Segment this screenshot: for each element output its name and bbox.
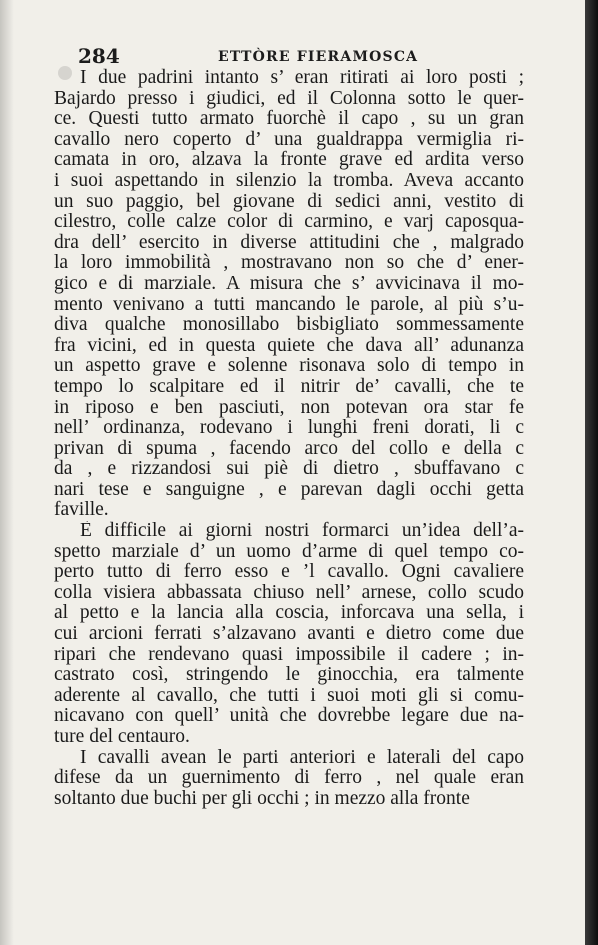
book-title: ETTÒRE FIERAMOSCA: [218, 49, 419, 65]
text-line: È difficile ai giorni nostri formarci un’idea dell’a-: [80, 521, 524, 542]
text-line: I due padrini intanto s’ eran ritirati ai loro posti ;: [80, 68, 524, 88]
text-line: ture del centauro.: [54, 727, 190, 747]
running-head: [78, 44, 518, 68]
text-line: cavallo nero coperto d’ una gualdrappa vermiglia ri-: [54, 129, 524, 150]
page-edge: [585, 0, 598, 945]
text-line: I cavalli avean le parti anteriori e laterali del capo: [80, 747, 524, 768]
text-line: nari tese e sanguigne , e parevan dagli occhi getta: [54, 479, 524, 500]
text-line: mento venivano a tutti mancando le parole, al più s’u-: [54, 294, 524, 315]
ink-smudge: [58, 66, 72, 80]
text-line: perto tutto di ferro esso e ’l cavallo. Ogni cavaliere: [54, 562, 524, 583]
text-line: difese da un guernimento di ferro , nel quale eran: [54, 768, 524, 789]
text-line: privan di spuma , facendo arco del collo e della c: [54, 438, 524, 459]
text-line: da , e rizzandosi sui piè di dietro , sbuffavano c: [54, 459, 524, 480]
text-line: aderente al cavallo, che tutti i suoi moti gli si comu-: [54, 685, 524, 706]
text-line: nell’ ordinanza, rodevano i lunghi freni dorati, li c: [54, 418, 524, 439]
text-line: colla visiera abbassata chiuso nell’ arnese, collo scudo: [54, 582, 524, 603]
text-line: gico e di marziale. A misura che s’ avvicinava il mo-: [54, 273, 524, 294]
text-line: nicavano con quell’ unità che dovrebbe legare due na-: [54, 706, 524, 727]
text-line: faville.: [54, 500, 109, 521]
text-line: cui arcioni ferrati s’alzavano avanti e dietro come due: [54, 624, 524, 645]
text-line: tempo lo scalpitare ed il nitrir de’ cavalli, che te: [54, 376, 524, 397]
gutter-shadow: [0, 0, 14, 945]
text-line: Bajardo presso i giudici, ed il Colonna sotto le quer-: [54, 88, 524, 109]
text-line: la loro immobilità , mostravano non so che d’ ener-: [54, 253, 524, 274]
page-number: 284: [78, 44, 120, 68]
text-line: un suo paggio, bel giovane di sedici anni, vestito di: [54, 191, 524, 212]
text-line: dra dell’ esercito in diverse attitudini che , malgrado: [54, 232, 524, 253]
text-line: i suoi aspettando in silenzio la tromba. Aveva accanto: [54, 170, 524, 191]
text-line: ripari che rendevano quasi impossibile il cadere ; in-: [54, 644, 524, 665]
text-line: in riposo e ben pasciuti, non potevan ora star fe: [54, 397, 524, 418]
text-line: cilestro, colle calze color di carmino, e varj caposqua-: [54, 212, 524, 233]
text-line: spetto marziale d’ un uomo d’arme di quel tempo co-: [54, 541, 524, 562]
text-line: castrato così, stringendo le ginocchia, era talmente: [54, 665, 524, 686]
text-line: soltanto due buchi per gli occhi ; in mezzo alla fronte: [54, 788, 470, 809]
text-line: fra vicini, ed in questa quiete che dava all’ adunanza: [54, 335, 524, 356]
body-text: [54, 68, 524, 809]
text-line: camata in oro, alzava la fronte grave ed ardita verso: [54, 150, 524, 171]
text-line: ce. Questi tutto armato fuorchè il capo , su un gran: [54, 109, 524, 130]
text-line: un aspetto grave e solenne risonava solo di tempo in: [54, 356, 524, 377]
text-line: al petto e la lancia alla coscia, inforcava una sella, i: [54, 603, 524, 624]
text-line: diva qualche monosillabo bisbigliato sommessamente: [54, 315, 524, 336]
